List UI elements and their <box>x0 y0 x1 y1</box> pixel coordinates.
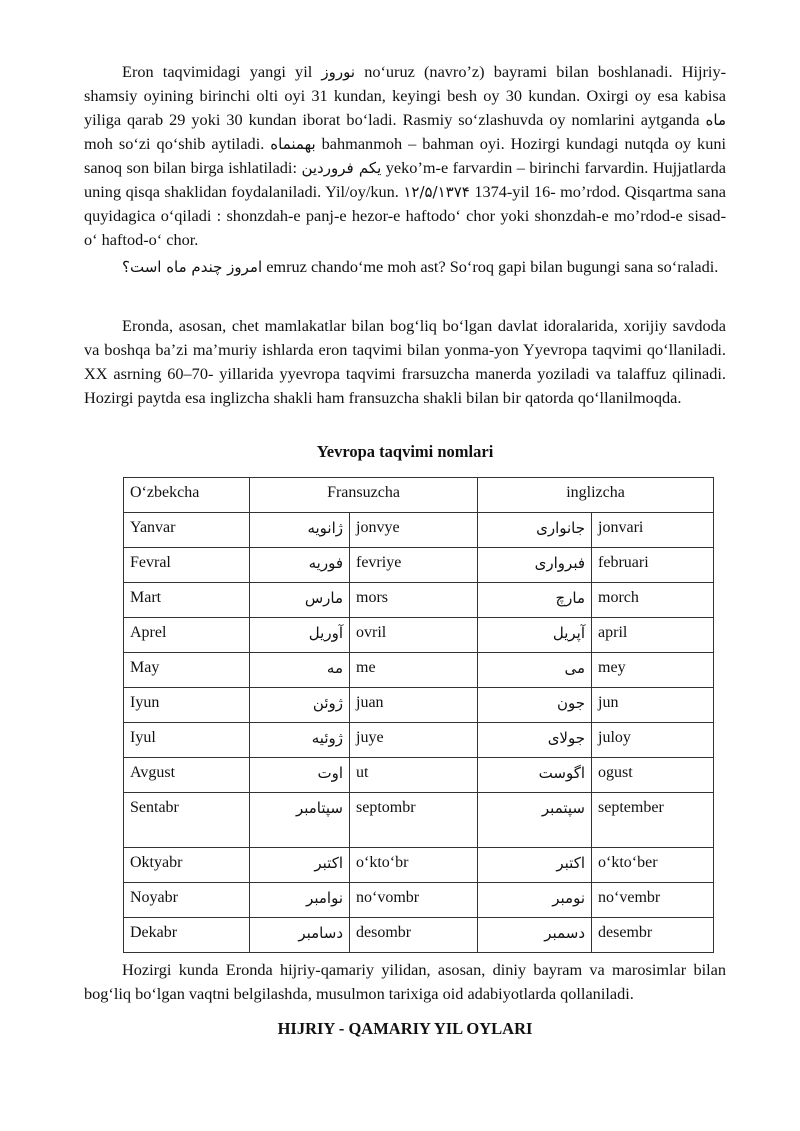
table-row <box>124 848 714 883</box>
table-row <box>124 653 714 688</box>
cell-uzbek: Fevral <box>124 548 250 583</box>
cell-uzbek: Noyabr <box>124 883 250 918</box>
cell-english-latin: ogust <box>592 758 714 793</box>
paragraph-iranian-calendar <box>84 60 726 252</box>
cell-french-persian: دسامبر <box>250 918 350 953</box>
text-run: 1374-yil 16- mo’rdod. Qisqartma sana quyidagica o‘qiladi : shonzdah-e panj-e hezor-e haftodo‘ chor yoki shonzdah-e mo’rdod-e sisad-o‘ haftod-o‘ chor. <box>84 182 726 249</box>
cell-english-persian: فبرواری <box>478 548 592 583</box>
text-run: no‘uruz (navro’z) bayrami bilan boshlanadi. Hijriy-shamsiy oyining birinchi olti oyi 31 kundan, keyingi besh oy 30 kundan. Oxirgi oy esa kabisa yiliga qarab 29 yoki 30 kundan iborat bo‘ladi. Rasmiy so‘zlashuvda oy nomlarini aytganda <box>84 62 727 129</box>
cell-uzbek: Iyun <box>124 688 250 723</box>
table-row <box>124 883 714 918</box>
cell-english-persian: جولای <box>478 723 592 758</box>
cell-english-latin: juloy <box>592 723 714 758</box>
cell-french-persian: مارس <box>250 583 350 618</box>
cell-uzbek: Avgust <box>124 758 250 793</box>
cell-french-persian: سپتامبر <box>250 793 350 848</box>
cell-english-persian: می <box>478 653 592 688</box>
text-run: emruz chando‘me moh ast? So‘roq gapi bilan bugungi sana so‘raladi. <box>262 257 719 276</box>
month-names-table <box>123 477 714 953</box>
cell-english-persian: مارچ <box>478 583 592 618</box>
cell-french-latin: o‘kto‘br <box>350 848 478 883</box>
paragraph-hijri-lunar: Hozirgi kunda Eronda hijriy-qamariy yilidan, asosan, diniy bayram va marosimlar bilan bog‘liq bo‘lgan vaqtni belgilashda, musulmon tarixiga oid adabiyotlarda qollaniladi. <box>84 960 726 1003</box>
header-english: inglizcha <box>478 478 714 513</box>
persian-question: امروز چندم ماه است؟ <box>122 258 263 276</box>
cell-french-latin: no‘vombr <box>350 883 478 918</box>
text-run: bahmanmoh – bahman oyi. Hozirgi kundagi nutqda oy kuni sanoq son bilan birga ishlatiladi: <box>84 134 726 177</box>
persian-word-bahmanmah: بهمنماه <box>270 135 316 153</box>
cell-uzbek: Mart <box>124 583 250 618</box>
cell-french-persian: ژوئیه <box>250 723 350 758</box>
table-row <box>124 723 714 758</box>
cell-english-latin: mey <box>592 653 714 688</box>
table-row <box>124 688 714 723</box>
cell-uzbek: Yanvar <box>124 513 250 548</box>
cell-english-persian: نومبر <box>478 883 592 918</box>
header-french: Fransuzcha <box>250 478 478 513</box>
table-row <box>124 548 714 583</box>
cell-french-persian: فوریه <box>250 548 350 583</box>
persian-date: ۱۲/۵/۱۳۷۴ <box>403 183 470 201</box>
cell-english-persian: سپتمبر <box>478 793 592 848</box>
cell-french-latin: fevriye <box>350 548 478 583</box>
cell-english-latin: desembr <box>592 918 714 953</box>
section-heading: HIJRIY - QAMARIY YIL OYLARI <box>277 1019 533 1038</box>
table-row <box>124 793 714 848</box>
cell-english-persian: جون <box>478 688 592 723</box>
cell-uzbek: May <box>124 653 250 688</box>
cell-uzbek: Dekabr <box>124 918 250 953</box>
cell-french-latin: mors <box>350 583 478 618</box>
table-row <box>124 918 714 953</box>
text-run: Eron taqvimidagi yangi yil <box>122 62 322 81</box>
paragraph-date-question <box>84 255 726 279</box>
table-row <box>124 758 714 793</box>
cell-french-persian: اکتبر <box>250 848 350 883</box>
cell-english-persian: اگوست <box>478 758 592 793</box>
table-body <box>124 513 714 953</box>
cell-english-persian: اکتبر <box>478 848 592 883</box>
cell-french-latin: jonvye <box>350 513 478 548</box>
text-run: moh so‘zi qo‘shib aytiladi. <box>84 134 271 153</box>
paragraph-european-calendar: Eronda, asosan, chet mamlakatlar bilan bog‘liq bo‘lgan davlat idoralarida, xorijiy savdoda va boshqa ba’zi ma’muriy ishlarda eron taqvimi bilan yonma-yon Yyevropa taqvimi qo‘llaniladi. XX asrning 60–70- yillarida yyevropa taqvimi frarsuzcha manerda yoziladi va talaffuz qilinadi. Hozirgi paytda esa inglizcha shakli ham fransuzcha shakli bilan bir qatorda qo‘llanilmoqda. <box>84 316 726 407</box>
cell-english-latin: april <box>592 618 714 653</box>
cell-french-persian: مه <box>250 653 350 688</box>
cell-french-persian: ژانویه <box>250 513 350 548</box>
persian-phrase-first-farvardin: یکم فروردین <box>301 159 382 177</box>
cell-french-latin: ut <box>350 758 478 793</box>
cell-french-persian: آوریل <box>250 618 350 653</box>
cell-french-latin: juye <box>350 723 478 758</box>
cell-french-persian: نوامبر <box>250 883 350 918</box>
cell-french-latin: me <box>350 653 478 688</box>
cell-english-persian: جانواری <box>478 513 592 548</box>
cell-french-persian: ژوئن <box>250 688 350 723</box>
cell-uzbek: Sentabr <box>124 793 250 848</box>
cell-french-latin: juan <box>350 688 478 723</box>
cell-english-persian: آپریل <box>478 618 592 653</box>
cell-uzbek: Oktyabr <box>124 848 250 883</box>
cell-french-latin: desombr <box>350 918 478 953</box>
cell-english-latin: september <box>592 793 714 848</box>
cell-english-latin: no‘vembr <box>592 883 714 918</box>
cell-uzbek: Iyul <box>124 723 250 758</box>
cell-english-latin: jun <box>592 688 714 723</box>
table-row <box>124 513 714 548</box>
cell-english-latin: morch <box>592 583 714 618</box>
table-title: Yevropa taqvimi nomlari <box>316 442 494 461</box>
header-uzbek: O‘zbekcha <box>124 478 250 513</box>
cell-english-latin: jonvari <box>592 513 714 548</box>
persian-word-mah: ماه <box>705 111 726 129</box>
cell-uzbek: Aprel <box>124 618 250 653</box>
persian-word-nowruz: نوروز <box>321 63 356 81</box>
table-row <box>124 618 714 653</box>
cell-english-latin: februari <box>592 548 714 583</box>
cell-english-latin: o‘kto‘ber <box>592 848 714 883</box>
table-row <box>124 583 714 618</box>
text-run: yeko’m-e farvardin – birinchi farvardin. Hujjatlarda uning qisqa shaklidan foydalaniladi. Yil/oy/kun. <box>84 158 727 201</box>
cell-french-latin: ovril <box>350 618 478 653</box>
cell-french-latin: septombr <box>350 793 478 848</box>
cell-english-persian: دسمبر <box>478 918 592 953</box>
cell-french-persian: اوت <box>250 758 350 793</box>
